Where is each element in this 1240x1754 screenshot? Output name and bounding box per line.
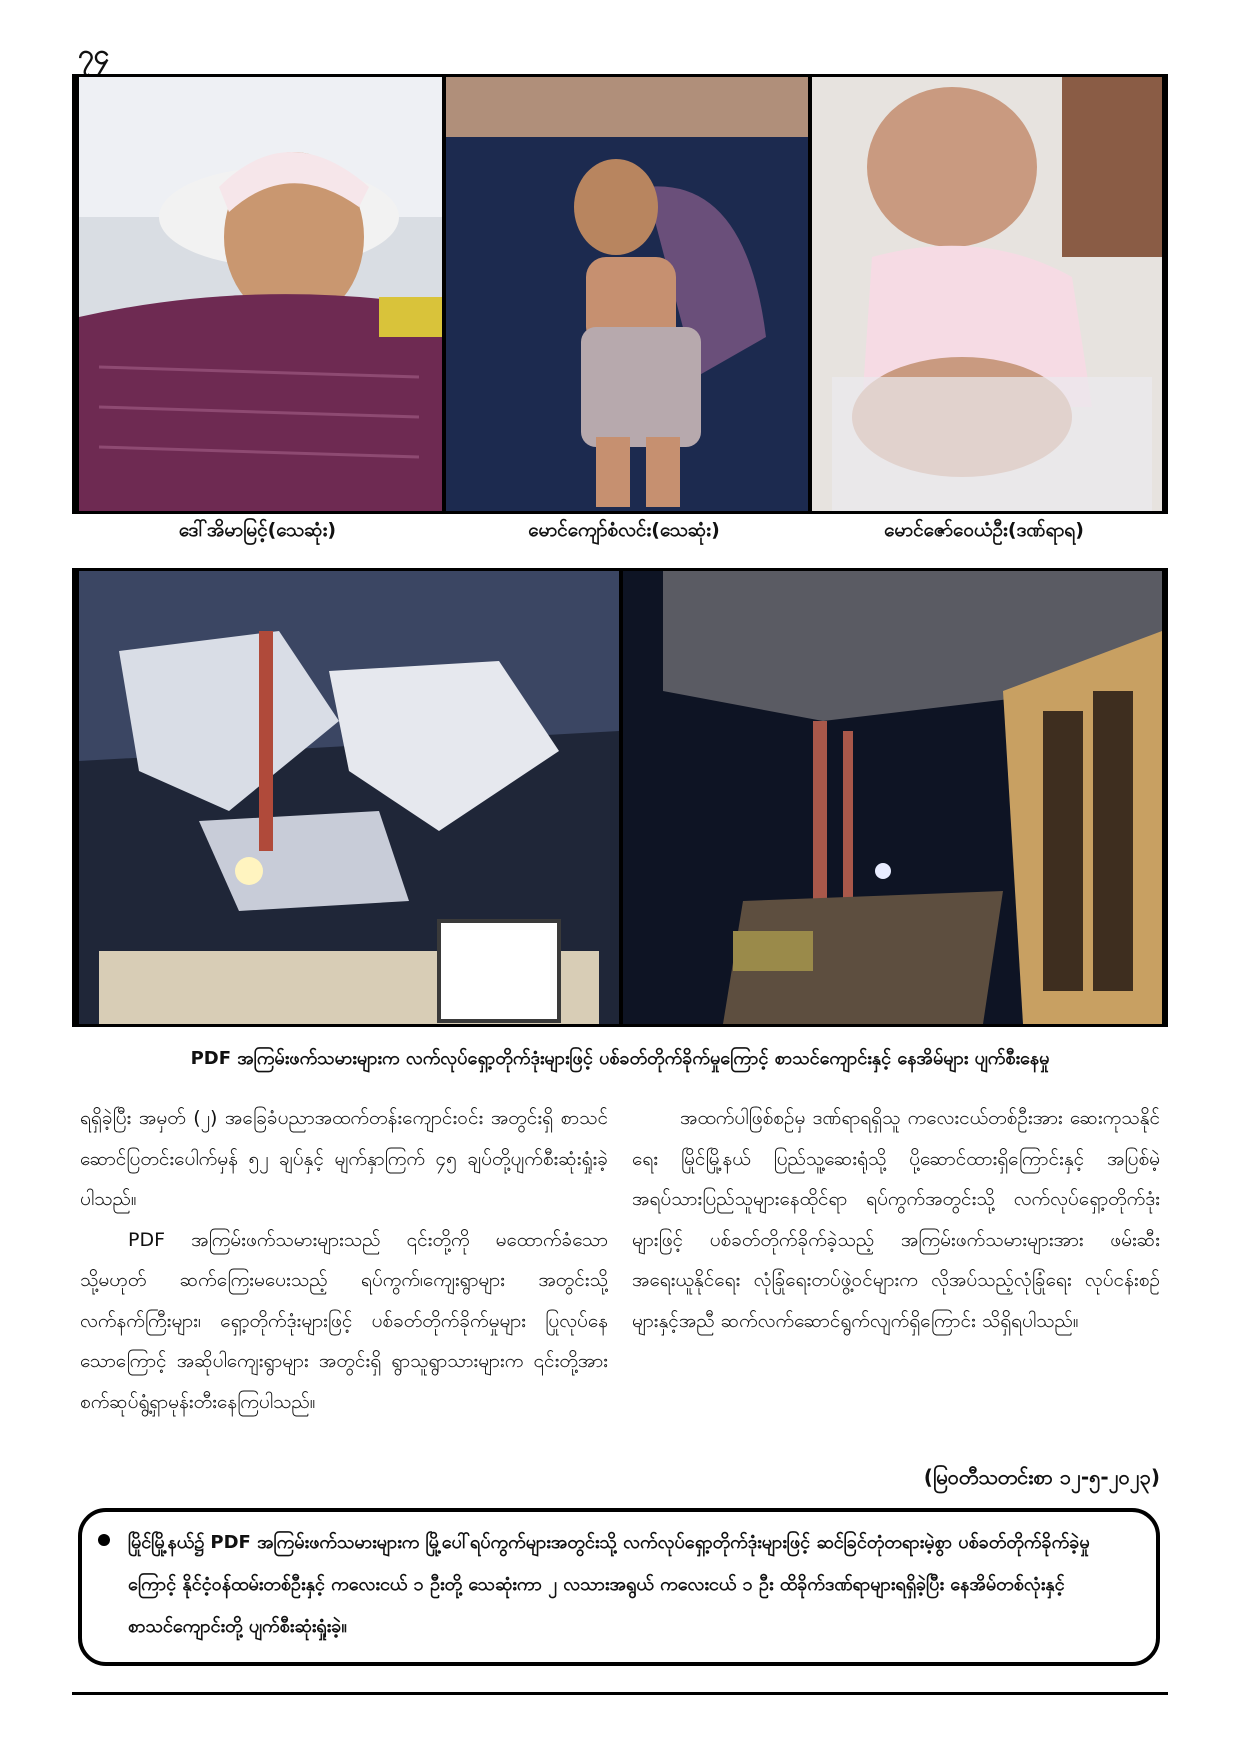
bottom-divider: [72, 1692, 1168, 1695]
article-paragraph: ရရှိခဲ့ပြီး အမှတ် (၂) အခြေခံပညာအထက်တန်းကျောင်းဝင်း အတွင်းရှိ စာသင်ဆောင်ပြတင်းပေါက်မှန် ၅၂ ချပ်နှင့် မျက်နှာကြက် ၄၅ ချပ်တို့ပျက်စီးဆုံးရှုံးခဲ့ပါသည်။: [80, 1107, 608, 1210]
article-paragraph: အထက်ပါဖြစ်စဉ်မှ ဒဏ်ရာရရှိသူ ကလေးငယ်တစ်ဦးအား ဆေးကုသနိုင်ရေး မြိုင်မြို့နယ် ပြည်သူ့ဆေးရုံသို့ ပို့ဆောင်ထားရှိကြောင်းနှင့် အပြစ်မဲ့အရပ်သားပြည်သူများနေထိုင်ရာ ရပ်ကွက်အတွင်းသို့ လက်လုပ်ရှော့တိုက်ဒုံးများဖြင့် ပစ်ခတ်တိုက်ခိုက်ခဲ့သည့် အကြမ်းဖက်သမားများအား ဖမ်းဆီးအရေးယူနိုင်ရေး လုံခြုံရေးတပ်ဖွဲ့ဝင်များက လိုအပ်သည့်လုံခြုံရေး လုပ်ငန်းစဉ်များနှင့်အညီ ဆက်လက်ဆောင်ရွက်လျက်ရှိကြောင်း သိရှိရပါသည်။: [632, 1107, 1160, 1332]
bullet-icon: [98, 1534, 110, 1546]
child-victim-photo: [446, 77, 808, 511]
article-right-column: [632, 1098, 1160, 1341]
article-paragraph: PDF အကြမ်းဖက်သမားများသည် ၎င်းတို့ကို မထောက်ခံသော သို့မဟုတ် ဆက်ကြေးမပေးသည့် ရပ်ကွက်၊ကျေးရွာများ အတွင်းသို့ လက်နက်ကြီးများ၊ ရှော့တိုက်ဒုံးများဖြင့် ပစ်ခတ်တိုက်ခိုက်မှုများ ပြုလုပ်နေသောကြောင့် အဆိုပါကျေးရွာများ အတွင်းရှိ ရွာသူရွာသားများက ၎င်းတို့အား စက်ဆုပ်ရွံ့ရှာမုန်းတီးနေကြပါသည်။: [80, 1228, 608, 1413]
woman-victim-photo: [79, 77, 442, 511]
photo-caption: မောင်ကျော်စံလင်း(သေဆုံး): [528, 519, 720, 541]
article-left-column: [80, 1098, 608, 1422]
photo-caption: ဒေါ်အိမာမြင့်(သေဆုံး): [178, 519, 337, 541]
damaged-school-ceiling-photo: [79, 571, 619, 1024]
bottom-photo-row: [72, 568, 1168, 1027]
summary-box: [78, 1508, 1160, 1666]
page-number: ၇၄: [78, 38, 110, 71]
top-photo-row: [72, 74, 1168, 514]
news-source: (မြဝတီသတင်းစာ ၁၂-၅-၂၀၂၃): [923, 1465, 1160, 1489]
summary-text: မြိုင်မြို့နယ်၌ PDF အကြမ်းဖက်သမားများက မြို့ပေါ်ရပ်ကွက်များအတွင်းသို့ လက်လုပ်ရှော့တိုက်ဒုံးများဖြင့် ဆင်ခြင်တုံတရားမဲ့စွာ ပစ်ခတ်တိုက်ခိုက်ခဲ့မှုကြောင့် နိုင်ငံ့ဝန်ထမ်းတစ်ဦးနှင့် ကလေးငယ် ၁ ဦးတို့ သေဆုံးကာ ၂ လသားအရွယ် ကလေးငယ် ၁ ဦး ထိခိုက်ဒဏ်ရာများရရှိခဲ့ပြီး နေအိမ်တစ်လုံးနှင့် စာသင်ကျောင်းတို့ ပျက်စီးဆုံးရှုံးခဲ့။: [128, 1532, 1090, 1637]
photo-headline: PDF အကြမ်းဖက်သမားများက လက်လုပ်ရှော့တိုက်ဒုံးများဖြင့် ပစ်ခတ်တိုက်ခိုက်မှုကြောင့် စာသင်ကျောင်းနှင့် နေအိမ်များ ပျက်စီးနေမှု: [190, 1048, 1050, 1069]
injured-baby-photo: [812, 77, 1162, 511]
photo-caption: မောင်ဇော်ဝေယံဦး(ဒဏ်ရာရ): [884, 519, 1084, 541]
damaged-corridor-photo: [623, 571, 1162, 1024]
